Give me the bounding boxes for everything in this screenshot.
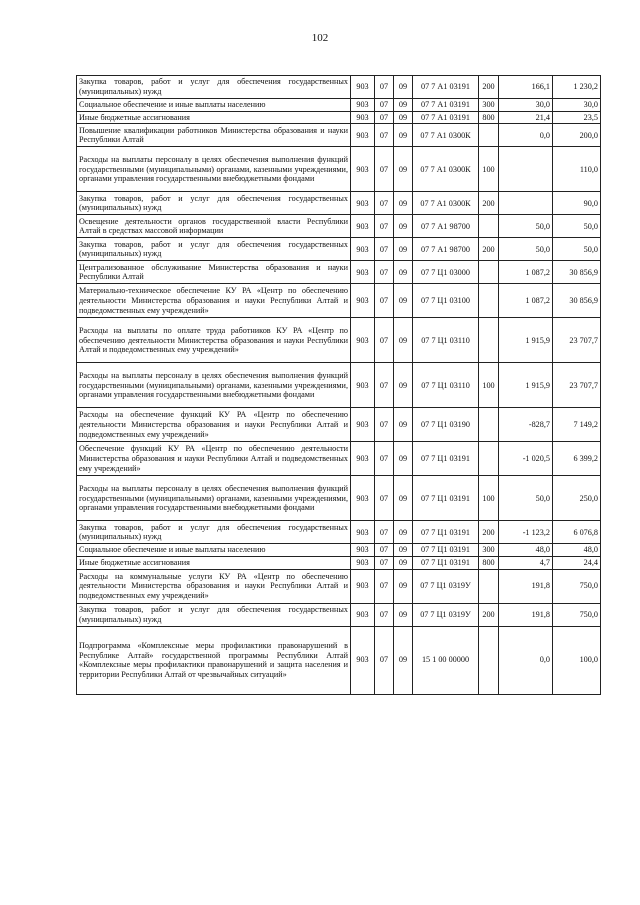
- row-sum-total: 50,0: [553, 238, 601, 261]
- row-sum-total: 90,0: [553, 192, 601, 215]
- table-row: [77, 569, 601, 603]
- row-csr: 15 1 00 00000: [413, 626, 479, 694]
- row-sum-total: 23 707,7: [553, 363, 601, 408]
- row-sum-change: 1 087,2: [499, 284, 553, 318]
- row-name: Иные бюджетные ассигнования: [77, 557, 351, 570]
- row-sum-change: 0,0: [499, 626, 553, 694]
- row-pr: 09: [394, 215, 413, 238]
- row-rz: 07: [375, 238, 394, 261]
- row-rz: 07: [375, 192, 394, 215]
- row-vr: 100: [479, 363, 499, 408]
- row-name: Расходы на выплаты персоналу в целях обеспечения выполнения функций государственными (муниципальными) органами, казенными учреждениями, органами управления государственными внебюджетными фондами: [77, 476, 351, 521]
- row-vr: 100: [479, 476, 499, 521]
- row-ved: 903: [351, 284, 375, 318]
- row-csr: 07 7 Ц1 03191: [413, 544, 479, 557]
- row-ved: 903: [351, 569, 375, 603]
- table-row: [77, 111, 601, 124]
- row-sum-total: 48,0: [553, 544, 601, 557]
- row-rz: 07: [375, 284, 394, 318]
- row-sum-change: 1 915,9: [499, 318, 553, 363]
- row-sum-total: 1 230,2: [553, 76, 601, 99]
- row-vr: 800: [479, 111, 499, 124]
- row-sum-change: 50,0: [499, 215, 553, 238]
- row-rz: 07: [375, 261, 394, 284]
- table-row: [77, 408, 601, 442]
- row-name: Централизованное обслуживание Министерства образования и науки Республики Алтай: [77, 261, 351, 284]
- table-row: [77, 284, 601, 318]
- row-ved: 903: [351, 363, 375, 408]
- row-name: Социальное обеспечение и иные выплаты населению: [77, 544, 351, 557]
- row-ved: 903: [351, 557, 375, 570]
- row-vr: [479, 124, 499, 147]
- row-pr: 09: [394, 192, 413, 215]
- row-csr: 07 7 Ц1 03191: [413, 442, 479, 476]
- row-vr: 200: [479, 521, 499, 544]
- row-vr: 200: [479, 603, 499, 626]
- row-csr: 07 7 А1 0300К: [413, 147, 479, 192]
- row-csr: 07 7 А1 0300К: [413, 192, 479, 215]
- table-row: [77, 603, 601, 626]
- row-vr: [479, 569, 499, 603]
- table-row: [77, 521, 601, 544]
- row-sum-change: 166,1: [499, 76, 553, 99]
- row-name: Социальное обеспечение и иные выплаты населению: [77, 99, 351, 112]
- row-rz: 07: [375, 111, 394, 124]
- row-ved: 903: [351, 124, 375, 147]
- row-ved: 903: [351, 521, 375, 544]
- row-pr: 09: [394, 476, 413, 521]
- row-vr: [479, 261, 499, 284]
- table-row: [77, 238, 601, 261]
- row-csr: 07 7 А1 98700: [413, 215, 479, 238]
- row-sum-total: 750,0: [553, 569, 601, 603]
- row-sum-total: 200,0: [553, 124, 601, 147]
- row-pr: 09: [394, 408, 413, 442]
- table-row: [77, 215, 601, 238]
- table-row: [77, 99, 601, 112]
- row-sum-change: 30,0: [499, 99, 553, 112]
- row-name: Закупка товаров, работ и услуг для обеспечения государственных (муниципальных) нужд: [77, 238, 351, 261]
- row-sum-change: [499, 147, 553, 192]
- row-ved: 903: [351, 626, 375, 694]
- row-name: Освещение деятельности органов государственной власти Республики Алтай в средствах массовой информации: [77, 215, 351, 238]
- row-ved: 903: [351, 442, 375, 476]
- row-csr: 07 7 Ц1 03110: [413, 363, 479, 408]
- row-sum-change: 191,8: [499, 569, 553, 603]
- row-ved: 903: [351, 238, 375, 261]
- row-name: Подпрограмма «Комплексные меры профилактики правонарушений в Республике Алтай» государственной программы Республики Алтай «Комплексные меры профилактики правонарушений и защита населения и территории Республики Алтай от чрезвычайных ситуаций»: [77, 626, 351, 694]
- row-ved: 903: [351, 261, 375, 284]
- row-sum-change: 50,0: [499, 238, 553, 261]
- row-sum-total: 750,0: [553, 603, 601, 626]
- row-sum-total: 30,0: [553, 99, 601, 112]
- row-vr: [479, 626, 499, 694]
- row-vr: [479, 284, 499, 318]
- row-name: Материально-техническое обеспечение КУ РА «Центр по обеспечению деятельности Министерства образования и науки Республики Алтай и подведомственных ему учреждений»: [77, 284, 351, 318]
- table-row: [77, 476, 601, 521]
- row-rz: 07: [375, 408, 394, 442]
- table-row: [77, 557, 601, 570]
- row-name: Закупка товаров, работ и услуг для обеспечения государственных (муниципальных) нужд: [77, 603, 351, 626]
- row-rz: 07: [375, 476, 394, 521]
- row-sum-total: 7 149,2: [553, 408, 601, 442]
- row-rz: 07: [375, 569, 394, 603]
- row-sum-total: 6 399,2: [553, 442, 601, 476]
- row-sum-change: 50,0: [499, 476, 553, 521]
- row-vr: [479, 408, 499, 442]
- row-rz: 07: [375, 442, 394, 476]
- row-vr: [479, 215, 499, 238]
- row-sum-total: 23 707,7: [553, 318, 601, 363]
- row-pr: 09: [394, 544, 413, 557]
- row-sum-change: 0,0: [499, 124, 553, 147]
- row-rz: 07: [375, 147, 394, 192]
- row-sum-total: 30 856,9: [553, 261, 601, 284]
- row-sum-change: 1 915,9: [499, 363, 553, 408]
- row-ved: 903: [351, 476, 375, 521]
- row-sum-change: 1 087,2: [499, 261, 553, 284]
- row-vr: 800: [479, 557, 499, 570]
- row-csr: 07 7 Ц1 03190: [413, 408, 479, 442]
- row-ved: 903: [351, 111, 375, 124]
- row-pr: 09: [394, 261, 413, 284]
- row-ved: 903: [351, 215, 375, 238]
- row-pr: 09: [394, 442, 413, 476]
- row-vr: 300: [479, 544, 499, 557]
- row-ved: 903: [351, 544, 375, 557]
- row-csr: 07 7 Ц1 03100: [413, 284, 479, 318]
- row-name: Расходы на выплаты персоналу в целях обеспечения выполнения функций государственными (муниципальными) органами, казенными учреждениями, органами управления государственными внебюджетными фондами: [77, 363, 351, 408]
- table-row: [77, 544, 601, 557]
- row-sum-change: -828,7: [499, 408, 553, 442]
- row-name: Повышение квалификации работников Министерства образования и науки Республики Алтай: [77, 124, 351, 147]
- row-pr: 09: [394, 363, 413, 408]
- row-name: Иные бюджетные ассигнования: [77, 111, 351, 124]
- row-sum-total: 24,4: [553, 557, 601, 570]
- row-vr: 200: [479, 192, 499, 215]
- table-row: [77, 124, 601, 147]
- row-pr: 09: [394, 557, 413, 570]
- row-vr: [479, 442, 499, 476]
- table-row: [77, 626, 601, 694]
- row-sum-total: 30 856,9: [553, 284, 601, 318]
- row-csr: 07 7 Ц1 0319У: [413, 603, 479, 626]
- row-sum-change: 4,7: [499, 557, 553, 570]
- row-sum-change: -1 123,2: [499, 521, 553, 544]
- row-ved: 903: [351, 603, 375, 626]
- row-csr: 07 7 Ц1 03191: [413, 521, 479, 544]
- table-row: [77, 192, 601, 215]
- row-vr: 200: [479, 238, 499, 261]
- row-sum-total: 110,0: [553, 147, 601, 192]
- row-vr: [479, 318, 499, 363]
- row-rz: 07: [375, 76, 394, 99]
- row-ved: 903: [351, 408, 375, 442]
- row-sum-total: 6 076,8: [553, 521, 601, 544]
- row-csr: 07 7 Ц1 03191: [413, 557, 479, 570]
- budget-table: [76, 75, 601, 695]
- row-pr: 09: [394, 284, 413, 318]
- row-sum-change: -1 020,5: [499, 442, 553, 476]
- row-pr: 09: [394, 569, 413, 603]
- row-pr: 09: [394, 99, 413, 112]
- row-pr: 09: [394, 76, 413, 99]
- row-vr: 100: [479, 147, 499, 192]
- row-pr: 09: [394, 603, 413, 626]
- row-sum-change: 191,8: [499, 603, 553, 626]
- row-csr: 07 7 А1 03191: [413, 111, 479, 124]
- row-sum-change: 21,4: [499, 111, 553, 124]
- row-name: Расходы на выплаты по оплате труда работников КУ РА «Центр по обеспечению деятельности Министерства образования и науки Республики Алтай и подведомственных ему учреждений»: [77, 318, 351, 363]
- row-sum-change: [499, 192, 553, 215]
- row-rz: 07: [375, 124, 394, 147]
- row-pr: 09: [394, 521, 413, 544]
- row-csr: 07 7 А1 0300К: [413, 124, 479, 147]
- table-row: [77, 318, 601, 363]
- table-row: [77, 147, 601, 192]
- table-row: [77, 76, 601, 99]
- row-rz: 07: [375, 363, 394, 408]
- row-name: Расходы на коммунальные услуги КУ РА «Центр по обеспечению деятельности Министерства образования и науки Республики Алтай и подведомственных ему учреждений»: [77, 569, 351, 603]
- row-vr: 200: [479, 76, 499, 99]
- row-rz: 07: [375, 318, 394, 363]
- row-ved: 903: [351, 76, 375, 99]
- row-rz: 07: [375, 521, 394, 544]
- row-pr: 09: [394, 111, 413, 124]
- row-sum-total: 100,0: [553, 626, 601, 694]
- row-pr: 09: [394, 147, 413, 192]
- row-sum-total: 23,5: [553, 111, 601, 124]
- row-pr: 09: [394, 238, 413, 261]
- row-sum-total: 250,0: [553, 476, 601, 521]
- row-rz: 07: [375, 626, 394, 694]
- row-name: Закупка товаров, работ и услуг для обеспечения государственных (муниципальных) нужд: [77, 76, 351, 99]
- row-csr: 07 7 А1 03191: [413, 99, 479, 112]
- row-rz: 07: [375, 557, 394, 570]
- row-csr: 07 7 Ц1 0319У: [413, 569, 479, 603]
- row-ved: 903: [351, 318, 375, 363]
- row-csr: 07 7 Ц1 03191: [413, 476, 479, 521]
- table-row: [77, 442, 601, 476]
- row-rz: 07: [375, 603, 394, 626]
- row-csr: 07 7 А1 03191: [413, 76, 479, 99]
- row-sum-total: 50,0: [553, 215, 601, 238]
- row-name: Закупка товаров, работ и услуг для обеспечения государственных (муниципальных) нужд: [77, 521, 351, 544]
- page-number: 102: [311, 32, 329, 44]
- row-csr: 07 7 Ц1 03000: [413, 261, 479, 284]
- row-ved: 903: [351, 99, 375, 112]
- row-name: Закупка товаров, работ и услуг для обеспечения государственных (муниципальных) нужд: [77, 192, 351, 215]
- table-row: [77, 363, 601, 408]
- row-name: Расходы на выплаты персоналу в целях обеспечения выполнения функций государственными (муниципальными) органами, казенными учреждениями, органами управления государственными внебюджетными фондами: [77, 147, 351, 192]
- row-pr: 09: [394, 626, 413, 694]
- row-pr: 09: [394, 318, 413, 363]
- row-rz: 07: [375, 544, 394, 557]
- row-vr: 300: [479, 99, 499, 112]
- row-sum-change: 48,0: [499, 544, 553, 557]
- row-ved: 903: [351, 147, 375, 192]
- row-rz: 07: [375, 215, 394, 238]
- row-ved: 903: [351, 192, 375, 215]
- row-csr: 07 7 А1 98700: [413, 238, 479, 261]
- row-rz: 07: [375, 99, 394, 112]
- row-name: Обеспечение функций КУ РА «Центр по обеспечению деятельности Министерства образования и науки Республики Алтай и подведомственных ему учреждений»: [77, 442, 351, 476]
- row-pr: 09: [394, 124, 413, 147]
- row-name: Расходы на обеспечение функций КУ РА «Центр по обеспечению деятельности Министерства образования и науки Республики Алтай и подведомственных ему учреждений»: [77, 408, 351, 442]
- table-row: [77, 261, 601, 284]
- row-csr: 07 7 Ц1 03110: [413, 318, 479, 363]
